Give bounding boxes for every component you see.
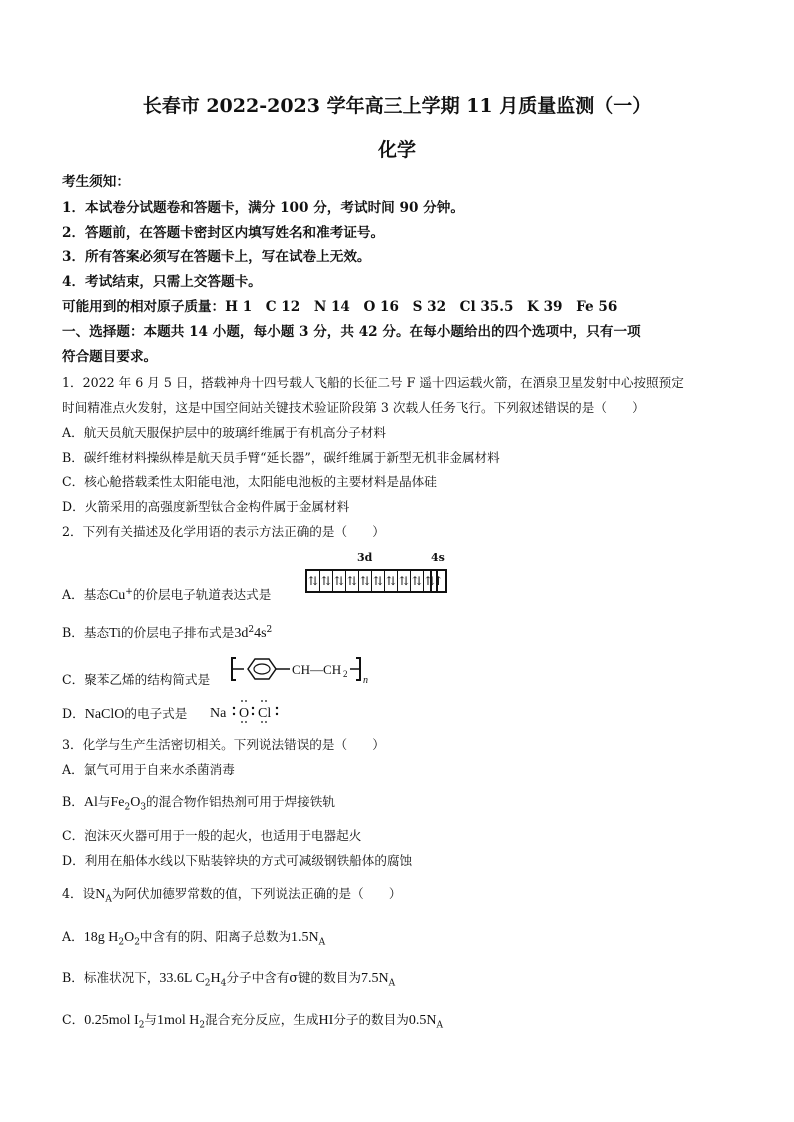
q3-b-o: O bbox=[130, 795, 141, 810]
paired-arrows-icon: ⇅ bbox=[333, 574, 345, 588]
subject-title: 化学 bbox=[377, 139, 416, 161]
paired-arrows-icon: ⇅ bbox=[320, 574, 332, 588]
q3-b-mid: 与 bbox=[97, 794, 111, 809]
paired-arrows-icon: ⇅ bbox=[372, 574, 384, 588]
q4-na: N bbox=[95, 887, 106, 902]
q2-b-config-3d-sup: 2 bbox=[248, 625, 255, 635]
orbital-diagram-4s bbox=[430, 569, 447, 593]
oxygen-symbol: O bbox=[239, 706, 250, 721]
q2-b-species: Ti bbox=[109, 626, 121, 642]
q4-b-value: 7.5N bbox=[360, 971, 389, 986]
q2-d-prefix: D． bbox=[62, 706, 85, 721]
q3-b-prefix: B． bbox=[62, 794, 84, 809]
naclo-electron-formula bbox=[210, 694, 290, 726]
q3-stem: 3．化学与生产生活密切相关。下列说法错误的是（ ） bbox=[62, 737, 385, 752]
q3-b-fe: Fe bbox=[110, 795, 125, 810]
q4-a-value: 1.5N bbox=[291, 930, 319, 945]
q4-c-prefix: C． bbox=[62, 1012, 85, 1027]
q2-a-prefix: A．基态 bbox=[62, 587, 109, 603]
q2-b-config-3d: 3d bbox=[234, 626, 249, 642]
q3-option-d: D．利用在船体水线以下贴装锌块的方式可减级钢铁船体的腐蚀 bbox=[62, 853, 413, 868]
orbital-diagram-3d bbox=[305, 569, 438, 593]
benzene-ring bbox=[248, 659, 276, 679]
q2-a-text: 的价层电子轨道表达式是 bbox=[132, 587, 272, 603]
q1-stem-cont: 时间精准点火发射，这是中国空间站关键技术验证阶段第 3 次载人任务飞行。下列叙述错误的是（ ） bbox=[62, 400, 645, 415]
q4-option-a bbox=[62, 929, 325, 951]
paired-arrows-icon: ⇅ bbox=[424, 574, 436, 588]
q2-d-text: 的电子式是 bbox=[124, 706, 188, 721]
q2-option-c bbox=[62, 672, 210, 688]
chlorine-symbol: Cl bbox=[258, 706, 272, 721]
q4-a-value-sub: A bbox=[318, 937, 326, 948]
polystyrene-chain-subscript: 2 bbox=[343, 669, 348, 679]
notice-item: 1．本试卷分试题卷和答题卡，满分 100 分，考试时间 90 分钟。 bbox=[62, 200, 464, 216]
q4-a-mass: 18g H bbox=[83, 930, 119, 945]
paired-arrows-icon: ⇅ bbox=[385, 574, 397, 588]
q1-option-b: B．碳纤维材料操纵棒是航天员手臂“延长器”，碳纤维属于新型无机非金属材料 bbox=[62, 450, 500, 465]
notice-heading: 考生须知： bbox=[62, 174, 130, 190]
q4-stem-prefix: 4．设 bbox=[62, 886, 96, 901]
q1-option-d: D．火箭采用的高强度新型钛合金构件属于金属材料 bbox=[62, 499, 350, 514]
q4-b-h: H bbox=[210, 971, 221, 986]
q4-c-mid1: 与 bbox=[144, 1012, 158, 1027]
q4-c-hydrogen: 1mol H bbox=[157, 1013, 200, 1028]
q4-a-o: O bbox=[124, 930, 135, 945]
q3-option-c: C．泡沫灭火器可用于一般的起火，也适用于电器起火 bbox=[62, 828, 362, 843]
q4-b-text: 分子中含有σ键的数目为 bbox=[226, 970, 361, 985]
q4-option-b bbox=[62, 970, 395, 992]
q3-b-o-sub: 3 bbox=[140, 802, 147, 813]
q4-b-value-sub: A bbox=[388, 978, 396, 989]
orbital-3d-label: 3d bbox=[357, 551, 373, 564]
q4-c-mid3: 分子的数目为 bbox=[333, 1012, 409, 1027]
q4-a-text: 中含有的阴、阳离子总数为 bbox=[139, 929, 292, 944]
paired-arrows-icon: ⇅ bbox=[411, 574, 423, 588]
q3-b-al: Al bbox=[83, 795, 98, 810]
q1-stem: 1．2022 年 6 月 5 日，搭载神舟十四号载人飞船的长征二号 F 遥十四运载火箭，在酒泉卫星发射中心按照预定 bbox=[62, 375, 684, 390]
q2-b-text: 的价层电子排布式是 bbox=[121, 625, 235, 641]
section-heading: 一、选择题：本题共 14 小题，每小题 3 分，共 42 分。在每小题给出的四个选项中，只有一项 bbox=[62, 324, 641, 340]
polystyrene-structure bbox=[230, 652, 380, 686]
notice-item: 3．所有答案必须写在答题卡上，写在试卷上无效。 bbox=[62, 249, 371, 265]
q2-a-charge: + bbox=[125, 587, 133, 597]
q2-option-a bbox=[62, 584, 271, 604]
q2-stem: 2．下列有关描述及化学用语的表示方法正确的是（ ） bbox=[62, 524, 385, 539]
paired-arrows-icon: ⇅ bbox=[346, 574, 358, 588]
paired-arrows-icon: ⇅ bbox=[359, 574, 371, 588]
q2-b-config-4s-sup: 2 bbox=[266, 625, 273, 635]
q2-option-b bbox=[62, 622, 272, 642]
section-heading-cont: 符合题目要求。 bbox=[62, 349, 158, 365]
q1-option-a: A．航天员航天服保护层中的玻璃纤维属于有机高分子材料 bbox=[62, 425, 386, 440]
q4-c-iodine-sub: 2 bbox=[138, 1020, 145, 1031]
q4-a-prefix: A． bbox=[62, 929, 84, 944]
atomic-masses: 可能用到的相对原子质量：H 1 C 12 N 14 O 16 S 32 Cl 35.5 K 39 Fe 56 bbox=[62, 299, 618, 315]
polystyrene-chain: CH—CH bbox=[292, 662, 342, 677]
q4-b-volume: 33.6L C bbox=[159, 971, 205, 986]
q1-option-c: C．核心舱搭载柔性太阳能电池，太阳能电池板的主要材料是晶体硅 bbox=[62, 474, 437, 489]
q4-b-h-sub: 4 bbox=[220, 978, 227, 989]
q4-a-o-sub: 2 bbox=[134, 937, 140, 948]
q4-a-h-sub: 2 bbox=[118, 937, 125, 948]
q2-b-prefix: B．基态 bbox=[62, 625, 110, 641]
q4-c-value: 0.5N bbox=[408, 1013, 437, 1028]
up-arrow-icon: ↑ bbox=[433, 574, 444, 588]
q2-a-species: Cu bbox=[108, 588, 126, 604]
q4-b-c-sub: 2 bbox=[204, 978, 211, 989]
notice-item: 2．答题前，在答题卡密封区内填写姓名和准考证号。 bbox=[62, 225, 385, 241]
paired-arrows-icon: ⇅ bbox=[307, 574, 319, 588]
q4-option-c bbox=[62, 1012, 443, 1034]
q3-b-text: 的混合物作铝热剂可用于焊接铁轨 bbox=[146, 794, 335, 809]
q4-c-hydrogen-sub: 2 bbox=[199, 1020, 206, 1031]
q4-c-mid2: 混合充分反应，生成 bbox=[205, 1012, 319, 1027]
orbital-4s-label: 4s bbox=[431, 551, 445, 564]
q4-stem bbox=[62, 886, 401, 908]
sodium-symbol: Na bbox=[210, 706, 227, 721]
q4-b-prefix: B．标准状况下， bbox=[62, 970, 160, 985]
polymer-degree: n bbox=[363, 675, 368, 686]
q3-b-fe-sub: 2 bbox=[124, 802, 131, 813]
q4-c-iodine: 0.25mol I bbox=[84, 1013, 139, 1028]
notice-item: 4．考试结束，只需上交答题卡。 bbox=[62, 274, 262, 290]
q2-option-d bbox=[62, 706, 187, 723]
paired-arrows-icon: ⇅ bbox=[398, 574, 410, 588]
q3-option-b bbox=[62, 794, 335, 816]
q4-c-hi: HI bbox=[318, 1013, 334, 1028]
q2-c-text: C．聚苯乙烯的结构简式是 bbox=[62, 672, 211, 687]
q4-c-value-sub: A bbox=[436, 1020, 443, 1031]
q4-na-sub: A bbox=[105, 894, 112, 905]
q4-stem-text: 为阿伏加德罗常数的值，下列说法正确的是（ ） bbox=[111, 886, 402, 901]
q2-b-config-4s: 4s bbox=[254, 626, 267, 642]
q3-option-a: A．氯气可用于自来水杀菌消毒 bbox=[62, 762, 235, 777]
q2-d-species: NaClO bbox=[84, 707, 125, 722]
exam-title: 长春市 2022-2023 学年高三上学期 11 月质量监测（一） bbox=[142, 95, 652, 117]
